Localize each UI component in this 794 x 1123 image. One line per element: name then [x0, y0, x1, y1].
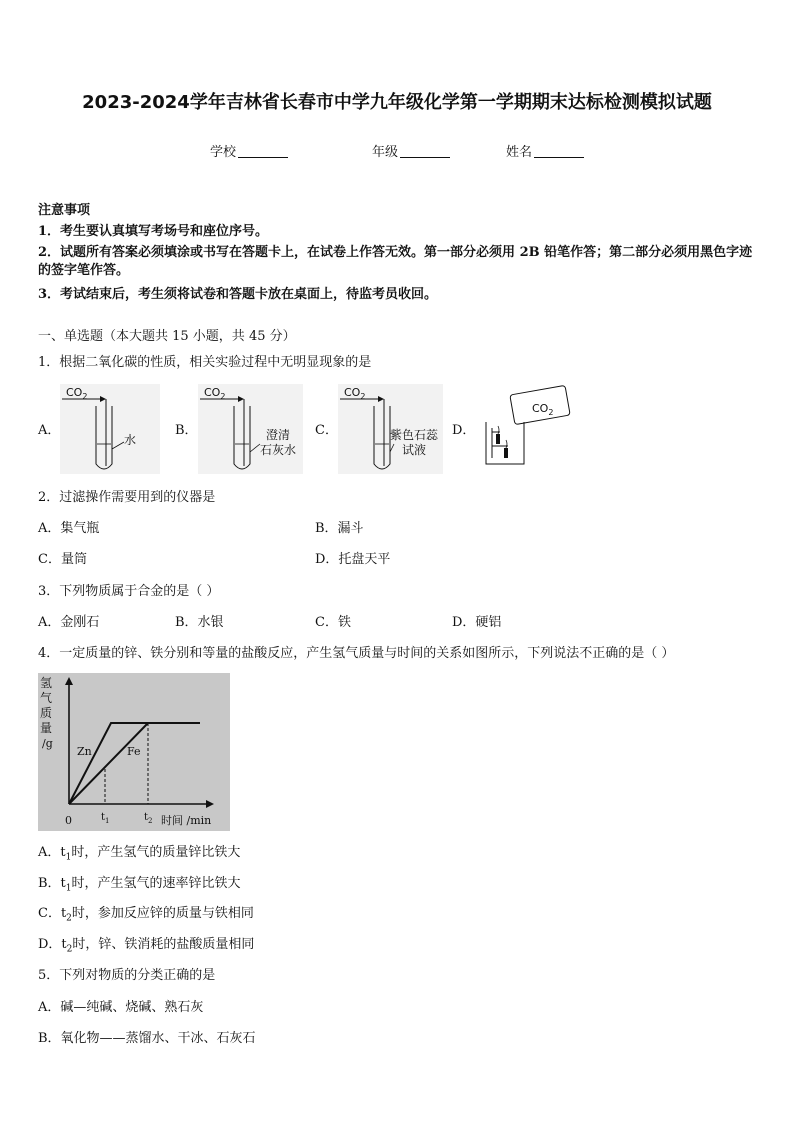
x-axis-arrow: [206, 800, 214, 808]
co2-label-a: $CO_2$: [66, 386, 88, 401]
grade-blank[interactable]: [400, 143, 450, 158]
school-blank[interactable]: [238, 143, 288, 158]
zn-label: Zn: [77, 745, 92, 758]
notes-heading: 注意事项: [38, 203, 91, 218]
q5-option-b[interactable]: B．氧化物——蒸馏水、干冰、石灰石: [38, 1031, 256, 1046]
t1-label: $t_1$: [101, 812, 110, 825]
co2-label-b: $CO_2$: [204, 386, 226, 401]
q4-option-a[interactable]: A．$t_1$时，产生氢气的质量锌比铁大: [38, 845, 241, 863]
litmus-label-1: 紫色石蕊: [390, 428, 439, 442]
ylabel-char-4: 量: [40, 721, 53, 735]
note-item-1: 1．考生要认真填写考场号和座位序号。: [38, 224, 269, 239]
q4-graph: [38, 673, 230, 831]
q2-stem: 2．过滤操作需要用到的仪器是: [38, 490, 216, 505]
q3-option-c[interactable]: C．铁: [315, 615, 351, 630]
q1-figure-c: [338, 384, 443, 474]
q1-figure-d: [478, 384, 573, 469]
q2-option-d[interactable]: D．托盘天平: [315, 552, 391, 567]
q4-option-d[interactable]: D．$t_2$时，锌、铁消耗的盐酸质量相同: [38, 937, 255, 955]
q4-stem: 4．一定质量的锌、铁分别和等量的盐酸反应，产生氢气质量与时间的关系如图所示，下列说法不正确的是（ ）: [38, 646, 675, 661]
grade-label: 年级: [372, 145, 399, 160]
water-label: 水: [124, 433, 137, 447]
t2-label: $t_2$: [144, 812, 153, 825]
q4-graph-svg: [38, 673, 230, 831]
q2-option-a[interactable]: A．集气瓶: [38, 521, 100, 536]
q2-option-b[interactable]: B．漏斗: [315, 521, 364, 536]
note-item-3: 3．考试结束后，考生须将试卷和答题卡放在桌面上，待监考员收回。: [38, 287, 438, 302]
q1-figure-b: [198, 384, 303, 474]
co2-label-d: $CO_2$: [532, 402, 554, 417]
school-label: 学校: [210, 145, 237, 160]
q1-stem: 1．根据二氧化碳的性质，相关实验过程中无明显现象的是: [38, 355, 372, 370]
xlabel: 时间 /min: [161, 814, 212, 827]
section-heading: 一、单选题（本大题共 15 小题，共 45 分）: [38, 329, 296, 344]
origin-label: 0: [65, 814, 72, 827]
q5-stem: 5．下列对物质的分类正确的是: [38, 968, 216, 983]
name-blank[interactable]: [534, 143, 584, 158]
q3-option-a[interactable]: A．金刚石: [38, 615, 100, 630]
q3-option-d[interactable]: D．硬铝: [452, 615, 502, 630]
q2-option-c[interactable]: C．量筒: [38, 552, 87, 567]
y-axis-arrow: [65, 677, 73, 685]
ylabel-char-1: 氢: [40, 676, 53, 690]
q5-option-a[interactable]: A．碱—纯碱、烧碱、熟石灰: [38, 1000, 204, 1015]
limewater-label-1: 澄清: [266, 428, 291, 442]
school-field[interactable]: [210, 141, 288, 160]
litmus-label-2: 试液: [402, 443, 427, 457]
q1-figure-a: [60, 384, 160, 474]
grade-field[interactable]: [372, 141, 450, 160]
q1-option-c[interactable]: C．: [315, 423, 338, 438]
q4-option-b[interactable]: B．$t_1$时，产生氢气的速率锌比铁大: [38, 876, 241, 894]
q1-option-a[interactable]: A．: [38, 423, 61, 438]
q3-stem: 3．下列物质属于合金的是（ ）: [38, 584, 220, 599]
q1-option-b[interactable]: B．: [175, 423, 198, 438]
ylabel-char-2: 气: [40, 691, 53, 705]
limewater-label-2: 石灰水: [260, 443, 297, 457]
ylabel-unit: /g: [42, 737, 53, 750]
note-item-2: 2．试题所有答案必须填涂或书写在答题卡上，在试卷上作答无效。第一部分必须用 2B 铅笔作答；第二部分必须用黑色字迹的签字笔作答。: [38, 245, 753, 278]
co2-label-c: $CO_2$: [344, 386, 366, 401]
name-label: 姓名: [506, 145, 533, 160]
ylabel-char-3: 质: [40, 706, 53, 720]
q3-option-b[interactable]: B．水银: [175, 615, 224, 630]
zn-curve: [69, 723, 200, 804]
q1-option-d[interactable]: D．: [452, 423, 476, 438]
name-field[interactable]: [506, 141, 584, 160]
q4-option-c[interactable]: C．$t_2$时，参加反应锌的质量与铁相同: [38, 906, 254, 924]
fe-curve: [69, 723, 148, 804]
page-title: 2023-2024学年吉林省长春市中学九年级化学第一学期期末达标检测模拟试题: [82, 92, 712, 113]
fe-label: Fe: [127, 745, 141, 758]
